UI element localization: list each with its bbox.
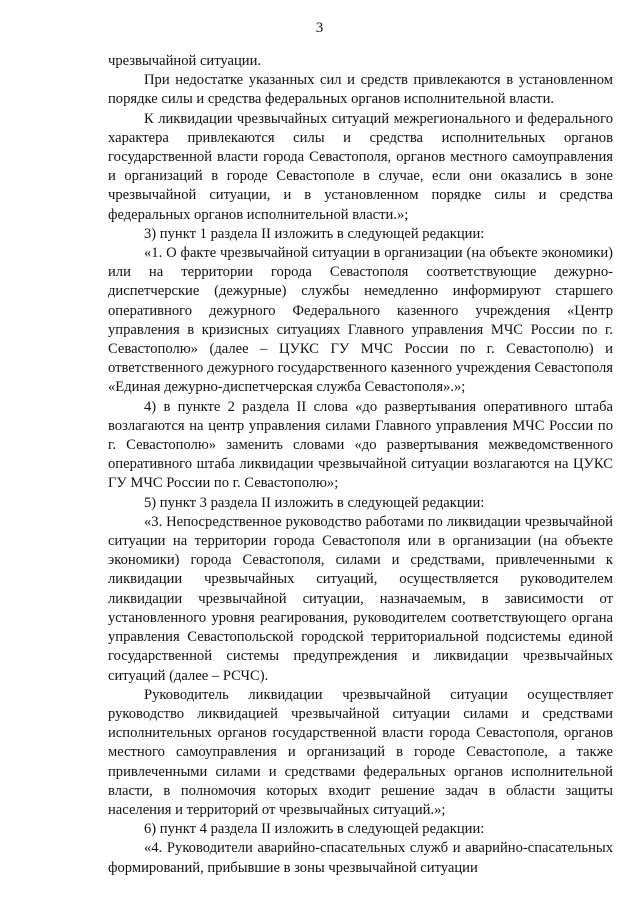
- paragraph-clause-3: «3. Непосредственное руководство работами по ликвидации чрезвычайной ситуации на территории города Севастополя или в организации (на объекте экономики) города Севастополя, силами и средствами, привлеченными к ликвидации чрезвычайных ситуаций, осуществляется руководителем ликвидации чрезвычайной ситуации, назначаемым, в зависимости от установленного уровня реагирования, руководителем соответствующего органа управления Севастопольской городской территориальной подсистемы единой государственной системы предупреждения и ликвидации чрезвычайных ситуаций (далее – РСЧС).: [108, 513, 613, 684]
- paragraph-item-4: 4) в пункте 2 раздела II слова «до развертывания оперативного штаба возлагаются на центр управления силами Главного управления МЧС России по г. Севастополю» заменить словами «до развертывания межведомственного оперативного штаба ликвидации чрезвычайной ситуации возлагаются на ЦУКС ГУ МЧС России по г. Севастополю»;: [108, 398, 613, 492]
- paragraph-clause-1: «1. О факте чрезвычайной ситуации в организации (на объекте экономики) или на территории города Севастополя соответствующие дежурно-диспетчерские (дежурные) службы немедленно информируют старшего оперативного дежурного Федерального казенного учреждения «Центр управления в кризисных ситуациях Главного управления МЧС России по г. Севастополю» (далее – ЦУКС ГУ МЧС России по г. Севастополю) и ответственного дежурного государственного казенного учреждения Севастополя «Единая дежурно-диспетчерская служба Севастополя».»;: [108, 245, 613, 396]
- paragraph-item-6: 6) пункт 4 раздела II изложить в следующей редакции:: [144, 821, 485, 838]
- document-body: [108, 52, 613, 878]
- page-number: 3: [315, 20, 324, 36]
- paragraph-continuation: чрезвычайной ситуации.: [108, 53, 262, 69]
- paragraph-federal-forces: При недостатке указанных сил и средств привлекаются в установленном порядке силы и средства федеральных органов исполнительной власти.: [108, 72, 613, 108]
- paragraph-clause-4: «4. Руководители аварийно-спасательных служб и аварийно-спасательных формирований, прибывшие в зоны чрезвычайной ситуации: [108, 840, 613, 876]
- paragraph-liquidation-head: Руководитель ликвидации чрезвычайной ситуации осуществляет руководство ликвидацией чрезвычайной ситуации силами и средствами исполнительных органов государственной власти города Севастополя, органов местного самоуправления и организаций в городе Севастополе, а также привлеченными силами и средствами федеральных органов исполнительной власти, в полномочия которых входит решение задач в области защиты населения и территорий от чрезвычайных ситуаций.»;: [108, 686, 613, 818]
- paragraph-item-3: 3) пункт 1 раздела II изложить в следующей редакции:: [144, 225, 485, 242]
- paragraph-interregional-liquidation: К ликвидации чрезвычайных ситуаций межрегионального и федерального характера привлекаются силы и средства исполнительных органов государственной власти города Севастополя, органов местного самоуправления и организаций в городе Севастополе в случае, если они оказались в зоне чрезвычайной ситуации, и в установленном порядке силы и средства федеральных органов исполнительной власти.»;: [108, 110, 613, 223]
- paragraph-item-5: 5) пункт 3 раздела II изложить в следующей редакции:: [144, 494, 485, 511]
